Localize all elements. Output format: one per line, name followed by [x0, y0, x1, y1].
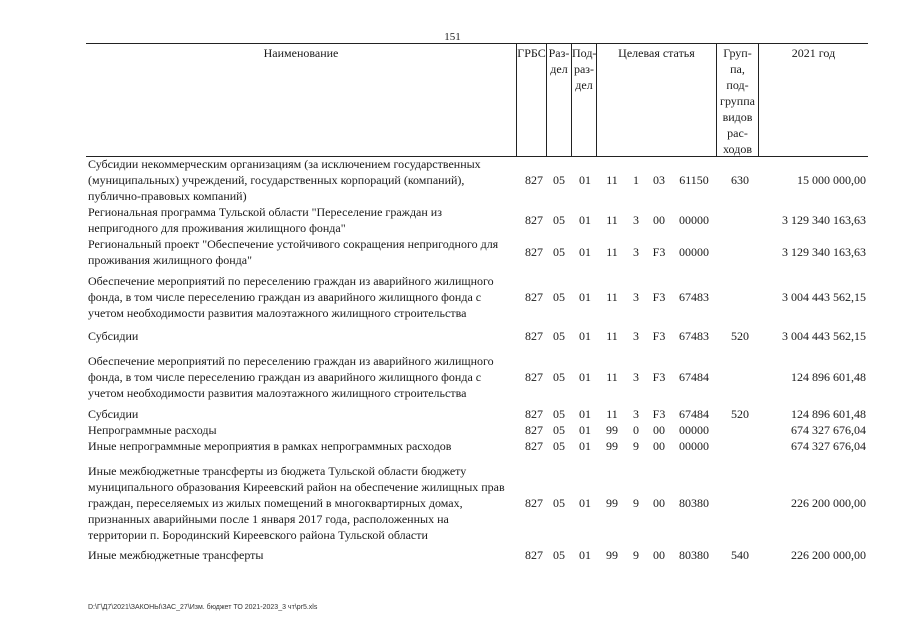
- header-name: Наименование: [263, 46, 339, 60]
- cell-expense-type: 540: [731, 548, 749, 562]
- cell-target-program: 11: [606, 329, 618, 343]
- cell-grbs: 827: [525, 423, 543, 437]
- cell-target-subprogram: 3: [633, 245, 639, 259]
- table-header: [86, 43, 868, 157]
- cell-target-direction: 00000: [679, 213, 709, 227]
- table-row: [86, 204, 868, 236]
- header-grbs: ГРБС: [516, 44, 546, 156]
- table-row: [86, 422, 868, 438]
- cell-target-subprogram: 3: [633, 290, 639, 304]
- cell-target-event: 00: [653, 548, 665, 562]
- cell-grbs: 827: [525, 370, 543, 384]
- cell-target-subprogram: 0: [633, 423, 639, 437]
- cell-podrazdel: 01: [579, 173, 591, 187]
- cell-name: Региональный проект "Обеспечение устойчивого сокращения непригодного для проживания жилищного фонда": [88, 237, 499, 267]
- cell-target-program: 99: [606, 548, 618, 562]
- cell-name: Региональная программа Тульской области "Переселение граждан из непригодного для проживания жилищного фонда": [88, 205, 442, 235]
- cell-amount: 674 327 676,04: [791, 439, 866, 453]
- cell-name: Обеспечение мероприятий по переселению граждан из аварийного жилищного фонда, в том числе переселению граждан из аварийного жилищного фонда с учетом необходимости развития малоэтажного жилищного строительства: [88, 354, 494, 400]
- cell-target-subprogram: 9: [633, 548, 639, 562]
- cell-target-event: 00: [653, 496, 665, 510]
- cell-grbs: 827: [525, 290, 543, 304]
- cell-amount: 3 129 340 163,63: [782, 213, 866, 227]
- cell-razdel: 05: [553, 423, 565, 437]
- cell-target-program: 11: [606, 245, 618, 259]
- cell-target-event: F3: [652, 370, 666, 384]
- cell-amount: 3 129 340 163,63: [782, 245, 866, 259]
- cell-target-program: 11: [606, 173, 618, 187]
- cell-razdel: 05: [553, 290, 565, 304]
- cell-target-direction: 61150: [679, 173, 709, 187]
- table-row: [86, 463, 868, 543]
- cell-grbs: 827: [525, 496, 543, 510]
- cell-target-direction: 67483: [679, 329, 709, 343]
- cell-target-direction: 67484: [679, 370, 709, 384]
- cell-razdel: 05: [553, 370, 565, 384]
- cell-target-event: 00: [653, 213, 665, 227]
- table-row: [86, 156, 868, 204]
- cell-target-subprogram: 1: [633, 173, 639, 187]
- cell-podrazdel: 01: [579, 290, 591, 304]
- file-path: D:\Г\Д7\2021\ЗАКОНЫ\ЗАС_27\Изм. бюджет ТО 2021-2023_3 чт\pr5.xls: [88, 604, 318, 611]
- cell-podrazdel: 01: [579, 423, 591, 437]
- cell-grbs: 827: [525, 173, 543, 187]
- cell-target-program: 99: [606, 496, 618, 510]
- cell-target-event: F3: [652, 407, 666, 421]
- cell-target-subprogram: 3: [633, 407, 639, 421]
- header-razdel: Раз- дел: [546, 44, 571, 156]
- header-year: 2021 год: [758, 44, 868, 156]
- cell-razdel: 05: [553, 496, 565, 510]
- cell-name: Субсидии некоммерческим организациям (за исключением государственных (муниципальных) учреждений, государственных корпораций (компаний), публично-правовых компаний): [88, 157, 481, 203]
- cell-target-direction: 00000: [679, 439, 709, 453]
- cell-razdel: 05: [553, 439, 565, 453]
- table-row: [86, 273, 868, 321]
- cell-target-program: 11: [606, 407, 618, 421]
- cell-target-subprogram: 9: [633, 496, 639, 510]
- cell-grbs: 827: [525, 407, 543, 421]
- cell-podrazdel: 01: [579, 245, 591, 259]
- cell-amount: 3 004 443 562,15: [782, 329, 866, 343]
- cell-target-program: 99: [606, 423, 618, 437]
- cell-target-event: 00: [653, 423, 665, 437]
- cell-razdel: 05: [553, 213, 565, 227]
- cell-razdel: 05: [553, 548, 565, 562]
- cell-target-event: 03: [653, 173, 665, 187]
- table-row: [86, 328, 868, 344]
- cell-target-subprogram: 3: [633, 370, 639, 384]
- cell-target-event: F3: [652, 290, 666, 304]
- cell-target-program: 11: [606, 290, 618, 304]
- cell-amount: 124 896 601,48: [791, 407, 866, 421]
- header-podrazdel: Под- раз- дел: [571, 44, 596, 156]
- cell-target-direction: 67483: [679, 290, 709, 304]
- cell-target-program: 11: [606, 213, 618, 227]
- cell-grbs: 827: [525, 329, 543, 343]
- cell-expense-type: 630: [731, 173, 749, 187]
- cell-target-event: F3: [652, 245, 666, 259]
- cell-name: Иные межбюджетные трансферты: [88, 548, 264, 562]
- cell-razdel: 05: [553, 329, 565, 343]
- cell-grbs: 827: [525, 245, 543, 259]
- table-row: [86, 547, 868, 563]
- cell-grbs: 827: [525, 439, 543, 453]
- cell-amount: 124 896 601,48: [791, 370, 866, 384]
- cell-name: Обеспечение мероприятий по переселению граждан из аварийного жилищного фонда, в том числе переселению граждан из аварийного жилищного фонда с учетом необходимости развития малоэтажного жилищного строительства: [88, 274, 494, 320]
- cell-expense-type: 520: [731, 407, 749, 421]
- cell-target-direction: 67484: [679, 407, 709, 421]
- cell-podrazdel: 01: [579, 213, 591, 227]
- cell-target-event: F3: [652, 329, 666, 343]
- cell-target-direction: 00000: [679, 245, 709, 259]
- cell-podrazdel: 01: [579, 548, 591, 562]
- cell-amount: 15 000 000,00: [797, 173, 866, 187]
- cell-amount: 226 200 000,00: [791, 548, 866, 562]
- cell-amount: 674 327 676,04: [791, 423, 866, 437]
- cell-target-direction: 80380: [679, 496, 709, 510]
- cell-target-direction: 00000: [679, 423, 709, 437]
- cell-podrazdel: 01: [579, 439, 591, 453]
- cell-name: Субсидии: [88, 329, 139, 343]
- cell-target-direction: 80380: [679, 548, 709, 562]
- page-number: 151: [444, 31, 461, 43]
- cell-target-subprogram: 9: [633, 439, 639, 453]
- cell-razdel: 05: [553, 245, 565, 259]
- cell-target-subprogram: 3: [633, 329, 639, 343]
- cell-razdel: 05: [553, 407, 565, 421]
- cell-name: Иные межбюджетные трансферты из бюджета Тульской области бюджету муниципального образования Киреевский район на обеспечение жилищных прав граждан, переселяемых из жилых помещений в многоквартирных домах, признанных аварийными после 1 января 2017 года, расположенных на территории п. Бородинский Киреевского района Тульской области: [88, 464, 505, 542]
- cell-razdel: 05: [553, 173, 565, 187]
- header-target: Целевая статья: [596, 44, 716, 156]
- table-row: [86, 236, 868, 268]
- header-group: Груп- па, под- группа видов рас- ходов: [716, 44, 758, 156]
- cell-podrazdel: 01: [579, 329, 591, 343]
- table-row: [86, 406, 868, 422]
- table-row: [86, 353, 868, 401]
- cell-target-event: 00: [653, 439, 665, 453]
- cell-grbs: 827: [525, 548, 543, 562]
- cell-name: Иные непрограммные мероприятия в рамках непрограммных расходов: [88, 439, 452, 453]
- cell-expense-type: 520: [731, 329, 749, 343]
- cell-name: Субсидии: [88, 407, 139, 421]
- cell-podrazdel: 01: [579, 407, 591, 421]
- cell-name: Непрограммные расходы: [88, 423, 217, 437]
- cell-podrazdel: 01: [579, 496, 591, 510]
- cell-grbs: 827: [525, 213, 543, 227]
- cell-amount: 3 004 443 562,15: [782, 290, 866, 304]
- cell-target-program: 11: [606, 370, 618, 384]
- table-row: [86, 438, 868, 454]
- cell-target-program: 99: [606, 439, 618, 453]
- cell-amount: 226 200 000,00: [791, 496, 866, 510]
- cell-target-subprogram: 3: [633, 213, 639, 227]
- cell-podrazdel: 01: [579, 370, 591, 384]
